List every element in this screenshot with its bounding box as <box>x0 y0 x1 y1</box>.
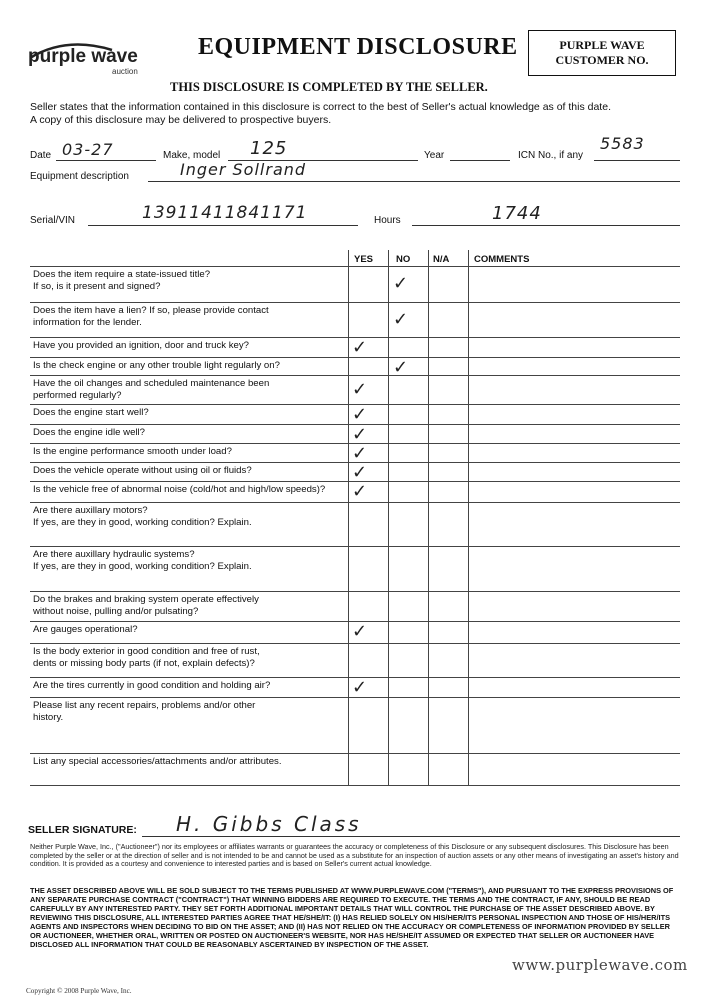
question-text <box>33 305 343 329</box>
question-text <box>33 269 343 293</box>
signature-underline <box>142 836 680 837</box>
question-line1: Are the tires currently in good condition and holding air? <box>33 680 271 691</box>
icn-label: ICN No., if any <box>518 150 584 161</box>
serial-vin-field[interactable]: 13911411841171 <box>142 203 308 223</box>
question-line1: Are there auxillary hydraulic systems? <box>33 549 195 560</box>
question-line1: Does the engine idle well? <box>33 427 146 438</box>
terms-text: THE ASSET DESCRIBED ABOVE WILL BE SOLD SUBJECT TO THE TERMS PUBLISHED AT WWW.PURPLEWAVE.COM ("TERMS"), AND PURSUANT TO THE EXPRESS PROVISIONS OF ANY SEPARATE PURCHASE CONTRACT ("CONTRACT") THAT WINNING BIDDERS ARE REQUIRED TO EXECUTE. THE TERMS AND THE CONTRACT, IF ANY, SHOULD BE READ CAREFULLY BY ANY INTERESTED PARTY. THEY SET FORTH ADDITIONAL IMPORTANT DETAILS THAT WILL CONTROL THE PURCHASE OF THE ASSET DESCRIBED ABOVE. BY REVIEWING THIS DISCLOSURE, ALL INTERESTED PARTIES AGREE THAT HE/SHE/IT: (I) HAS RELIED SOLELY ON HIS/HER/ITS PERSONAL INSPECTION AND THOSE OF HIS/HER/ITS AGENTS AND INSPECTORS WHEN DECIDING TO BID ON THE ASSET; AND (II) HAS NOT RELIED ON THE ACCURACY OR COMPLETENESS OF INFORMATION PROVIDED BY SELLER OR AUCTIONEER, WHETHER ORAL, WRITTEN OR POSTED ON AUCTIONEER'S WEBSITE, NOR HAS HE/SHE/IT ASSUMED OR EXPECTED THAT SELLER OR AUCTIONEER HAVE DISCLOSED ALL INFORMATION THAT COULD BE REASONABLY ASCERTAINED BY INSPECTION OF THE ASSET. <box>30 886 674 949</box>
col-divider-na <box>428 250 429 785</box>
question-text <box>33 340 343 352</box>
question-text <box>33 594 343 618</box>
page-title: EQUIPMENT DISCLOSURE <box>198 34 518 60</box>
question-text <box>33 680 343 692</box>
icn-underline <box>594 160 680 161</box>
question-line1: Are there auxillary motors? <box>33 505 148 516</box>
page-subtitle: THIS DISCLOSURE IS COMPLETED BY THE SELLER. <box>170 80 488 94</box>
question-text <box>33 407 343 419</box>
col-divider-no <box>388 250 389 785</box>
row-rule <box>30 302 680 303</box>
question-line1: Is the check engine or any other trouble light regularly on? <box>33 360 280 371</box>
question-line2: If yes, are they in good, working condition? Explain. <box>33 517 252 528</box>
intro-line1: Seller states that the information contained in this disclosure is correct to the best of Seller's actual knowledge as of this date. <box>30 101 611 113</box>
disclaimer-text: Neither Purple Wave, Inc., ("Auctioneer") nor its employees or affiliates warrants or guarantees the accuracy or completeness of this Disclosure or any subsequent disclosures. This Disclosure has been completed by the seller or at the direction of seller and is not intended to be and cannot be used as a substitute for an inspection of auction assets or any other means of investigating an asset's history and condition. It is provided as a courtesy and convenience to interested parties and is based on Seller's current actual knowledge. <box>30 842 679 869</box>
customer-box-line2: CUSTOMER NO. <box>555 53 649 67</box>
row-rule <box>30 753 680 754</box>
question-line1: Is the engine performance smooth under load? <box>33 446 232 457</box>
checkmark-yes-icon[interactable]: ✓ <box>352 621 368 642</box>
year-label: Year <box>424 150 445 161</box>
question-text <box>33 646 343 670</box>
question-line2: If yes, are they in good, working condition? Explain. <box>33 561 252 572</box>
intro-line2: A copy of this disclosure may be delivered to prospective buyers. <box>30 114 332 126</box>
question-line1: Have the oil changes and scheduled maintenance been <box>33 378 270 389</box>
checkmark-yes-icon[interactable]: ✓ <box>352 337 368 358</box>
question-line1: Does the engine start well? <box>33 407 149 418</box>
date-underline <box>56 160 156 161</box>
checkmark-yes-icon[interactable]: ✓ <box>352 443 368 464</box>
row-rule <box>30 502 680 503</box>
question-text <box>33 756 343 768</box>
hours-field[interactable]: 1744 <box>492 203 542 224</box>
question-text <box>33 427 343 439</box>
seller-signature-label: SELLER SIGNATURE: <box>28 824 137 836</box>
question-line1: Does the item require a state-issued title? <box>33 269 211 280</box>
question-text <box>33 624 343 636</box>
checkmark-no-icon[interactable]: ✓ <box>393 357 409 378</box>
question-line1: Please list any recent repairs, problems and/or other <box>33 700 256 711</box>
question-text <box>33 505 343 529</box>
table-bottom-rule <box>30 785 680 786</box>
checkmark-no-icon[interactable]: ✓ <box>393 308 409 330</box>
checkmark-yes-icon[interactable]: ✓ <box>352 404 368 425</box>
question-line1: Do the brakes and braking system operate effectively <box>33 594 259 605</box>
question-line2: history. <box>33 712 64 723</box>
row-rule <box>30 546 680 547</box>
question-line2: If so, is it present and signed? <box>33 281 161 292</box>
date-field[interactable]: 03-27 <box>62 140 114 159</box>
row-rule <box>30 266 680 267</box>
serial-vin-label: Serial/VIN <box>30 215 76 226</box>
checkmark-yes-icon[interactable]: ✓ <box>352 378 368 400</box>
customer-number-box[interactable] <box>528 30 676 76</box>
row-rule <box>30 357 680 358</box>
checkmark-no-icon[interactable]: ✓ <box>393 273 409 294</box>
hours-underline <box>412 225 680 226</box>
row-rule <box>30 697 680 698</box>
col-header-no: NO <box>396 254 411 265</box>
row-rule <box>30 643 680 644</box>
hours-label: Hours <box>374 215 401 226</box>
question-line1: Have you provided an ignition, door and truck key? <box>33 340 249 351</box>
checkmark-yes-icon[interactable]: ✓ <box>352 424 368 445</box>
logo-text: purple wave <box>28 46 138 67</box>
question-line1: Is the vehicle free of abnormal noise (cold/hot and high/low speeds)? <box>33 484 326 495</box>
year-underline <box>450 160 510 161</box>
customer-box-line1: PURPLE WAVE <box>559 38 645 52</box>
question-line1: Are gauges operational? <box>33 624 138 635</box>
equipment-description-underline <box>148 181 680 182</box>
checkmark-yes-icon[interactable]: ✓ <box>352 462 368 483</box>
col-divider-yes <box>348 250 349 785</box>
serial-vin-underline <box>88 225 358 226</box>
equipment-description-label: Equipment description <box>30 171 129 182</box>
col-header-yes: YES <box>354 254 374 265</box>
row-rule <box>30 591 680 592</box>
question-line1: Does the item have a lien? If so, please provide contact <box>33 305 269 316</box>
col-divider-comments <box>468 250 469 785</box>
make-model-field[interactable]: 125 <box>250 138 288 159</box>
copyright-text: Copyright © 2008 Purple Wave, Inc. <box>26 987 132 995</box>
question-text <box>33 549 343 573</box>
row-rule <box>30 375 680 376</box>
col-header-na: N/A <box>433 254 450 265</box>
question-line1: Does the vehicle operate without using oil or fluids? <box>33 465 252 476</box>
checkmark-yes-icon[interactable]: ✓ <box>352 481 368 502</box>
icn-field[interactable]: 5583 <box>600 134 645 153</box>
seller-signature[interactable]: H. Gibbs Class <box>176 812 362 836</box>
question-text <box>33 446 343 458</box>
col-header-comments: COMMENTS <box>474 254 530 265</box>
question-line1: Is the body exterior in good condition and free of rust, <box>33 646 260 657</box>
make-model-label: Make, model <box>163 150 221 161</box>
equipment-description-field[interactable]: Inger Sollrand <box>180 160 307 179</box>
question-text <box>33 360 343 372</box>
question-text <box>33 378 343 402</box>
question-text <box>33 700 343 724</box>
question-line2: information for the lender. <box>33 317 142 328</box>
question-text <box>33 484 343 496</box>
question-line2: without noise, pulling and/or pulsating? <box>33 606 199 617</box>
question-line2: dents or missing body parts (if not, explain defects)? <box>33 658 255 669</box>
checkmark-yes-icon[interactable]: ✓ <box>352 677 368 698</box>
website-text[interactable]: www.purplewave.com <box>512 956 688 974</box>
question-line2: performed regularly? <box>33 390 122 401</box>
date-label: Date <box>30 150 52 161</box>
question-line1: List any special accessories/attachments and/or attributes. <box>33 756 282 767</box>
intro-text <box>30 101 680 127</box>
logo-subtext: auction <box>112 67 138 76</box>
question-text <box>33 465 343 477</box>
